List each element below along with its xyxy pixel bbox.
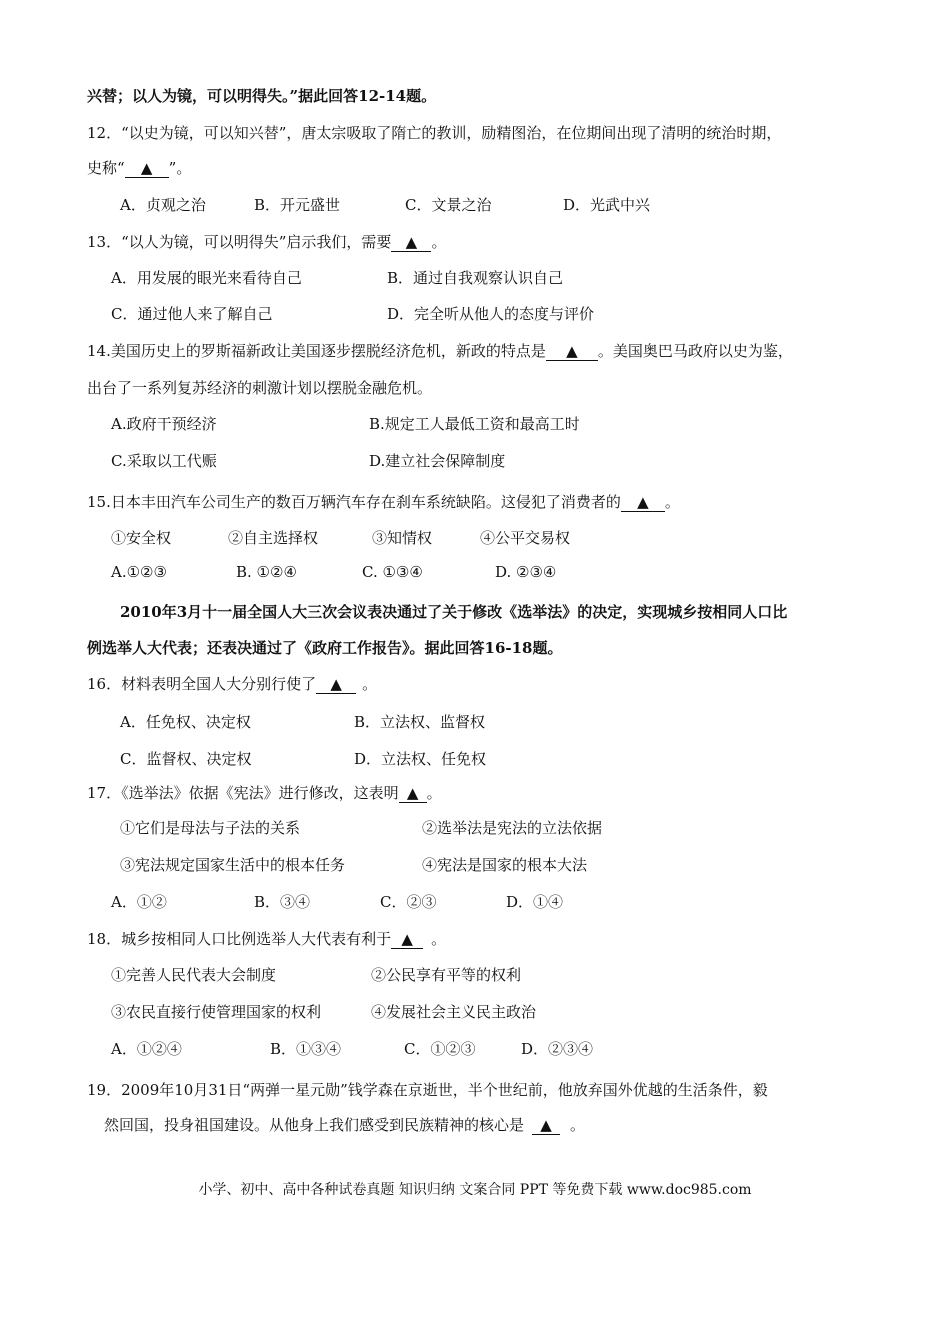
passage-intro-16-18-line1: 2010年3月十一届全国人大三次会议表决通过了关于修改《选举法》的决定，实现城乡按相同人口比 (120, 603, 788, 621)
question-18-item-4: ④发展社会主义民主政治 (371, 1003, 537, 1021)
question-15-option-d: D. ②③④ (495, 563, 557, 581)
question-13-stem: 13．“以人为镜，可以明得失”启示我们，需要 ▲ 。 (87, 233, 447, 251)
answer-blank: ▲ (316, 675, 356, 694)
answer-blank: ▲ (391, 930, 423, 949)
question-17-option-a: A．①② (111, 893, 167, 911)
question-17-option-b: B．③④ (254, 893, 311, 911)
answer-blank: ▲ (391, 233, 431, 252)
answer-blank: ▲ (546, 342, 598, 361)
answer-blank: ▲ (399, 784, 427, 803)
question-14-stem-cont: 出台了一系列复苏经济的刺激计划以摆脱金融危机。 (87, 379, 433, 397)
question-14-stem: 14.美国历史上的罗斯福新政让美国逐步摆脱经济危机，新政的特点是 ▲ 。美国奥巴马政府以史为鉴， (87, 342, 793, 360)
question-15-item-2: ②自主选择权 (228, 529, 319, 547)
question-14-option-b: B.规定工人最低工资和最高工时 (369, 415, 580, 433)
question-17-item-2: ②选举法是宪法的立法依据 (422, 819, 603, 837)
question-12-option-d: D．光武中兴 (563, 196, 651, 214)
question-16-option-d: D．立法权、任免权 (354, 750, 487, 768)
answer-blank: ▲ (621, 493, 665, 512)
question-15-option-a: A.①②③ (111, 563, 167, 581)
answer-blank: ▲ (125, 159, 169, 178)
question-18-item-1: ①完善人民代表大会制度 (111, 966, 277, 984)
question-18-item-3: ③农民直接行使管理国家的权利 (111, 1003, 322, 1021)
question-15-item-1: ①安全权 (111, 529, 172, 547)
passage-intro-16-18-line2: 例选举人大代表；还表决通过了《政府工作报告》。据此回答16-18题。 (87, 639, 563, 657)
question-14-option-c: C.采取以工代赈 (111, 452, 217, 470)
answer-blank: ▲ (532, 1116, 560, 1135)
question-19-stem-cont: 然回国，投身祖国建设。从他身上我们感受到民族精神的核心是 ▲ 。 (104, 1116, 586, 1134)
question-17-option-d: D．①④ (506, 893, 564, 911)
question-15-item-4: ④公平交易权 (480, 529, 571, 547)
question-15-item-3: ③知情权 (372, 529, 433, 547)
question-12-option-a: A．贞观之治 (120, 196, 206, 214)
question-17-item-3: ③宪法规定国家生活中的根本任务 (120, 856, 346, 874)
question-16-option-c: C．监督权、决定权 (120, 750, 252, 768)
question-15-stem: 15.日本丰田汽车公司生产的数百万辆汽车存在刹车系统缺陷。这侵犯了消费者的 ▲ 。 (87, 493, 680, 511)
question-12-stem-cont: 史称“ ▲ ”。 (87, 159, 192, 177)
question-15-option-b: B. ①②④ (236, 563, 297, 581)
question-12-stem: 12．“以史为镜，可以知兴替”，唐太宗吸取了隋亡的教训，励精图治，在位期间出现了清明的统治时期， (87, 124, 782, 142)
question-18-option-c: C．①②③ (404, 1040, 476, 1058)
question-19-stem: 19．2009年10月31日“两弹一星元勋”钱学森在京逝世，半个世纪前，他放弃国外优越的生活条件，毅 (87, 1081, 768, 1099)
question-13-option-b: B．通过自我观察认识自己 (387, 269, 564, 287)
question-18-stem: 18．城乡按相同人口比例选举人大代表有利于 ▲ 。 (87, 930, 447, 948)
question-13-option-c: C．通过他人来了解自己 (111, 305, 273, 323)
question-13-option-a: A．用发展的眼光来看待自己 (111, 269, 302, 287)
page-footer: 小学、初中、高中各种试卷真题 知识归纳 文案合同 PPT 等免费下载 www.doc985.com (198, 1182, 752, 1198)
question-14-option-a: A.政府干预经济 (111, 415, 217, 433)
question-14-option-d: D.建立社会保障制度 (369, 452, 506, 470)
passage-intro-12-14: 兴替；以人为镜，可以明得失。”据此回答12-14题。 (87, 87, 437, 105)
question-16-option-b: B．立法权、监督权 (354, 713, 486, 731)
question-17-item-1: ①它们是母法与子法的关系 (120, 819, 301, 837)
question-16-option-a: A．任免权、决定权 (120, 713, 251, 731)
question-18-option-d: D．②③④ (521, 1040, 594, 1058)
question-18-option-a: A．①②④ (111, 1040, 182, 1058)
question-12-option-b: B．开元盛世 (254, 196, 341, 214)
question-18-item-2: ②公民享有平等的权利 (371, 966, 522, 984)
question-17-item-4: ④宪法是国家的根本大法 (422, 856, 588, 874)
question-18-option-b: B．①③④ (270, 1040, 342, 1058)
question-15-option-c: C. ①③④ (362, 563, 423, 581)
question-12-option-c: C．文景之治 (405, 196, 492, 214)
question-17-stem: 17．《选举法》依据《宪法》进行修改，这表明 ▲ 。 (87, 784, 442, 802)
question-13-option-d: D．完全听从他人的态度与评价 (387, 305, 595, 323)
question-17-option-c: C．②③ (380, 893, 437, 911)
question-16-stem: 16．材料表明全国人大分别行使了 ▲ 。 (87, 675, 378, 693)
